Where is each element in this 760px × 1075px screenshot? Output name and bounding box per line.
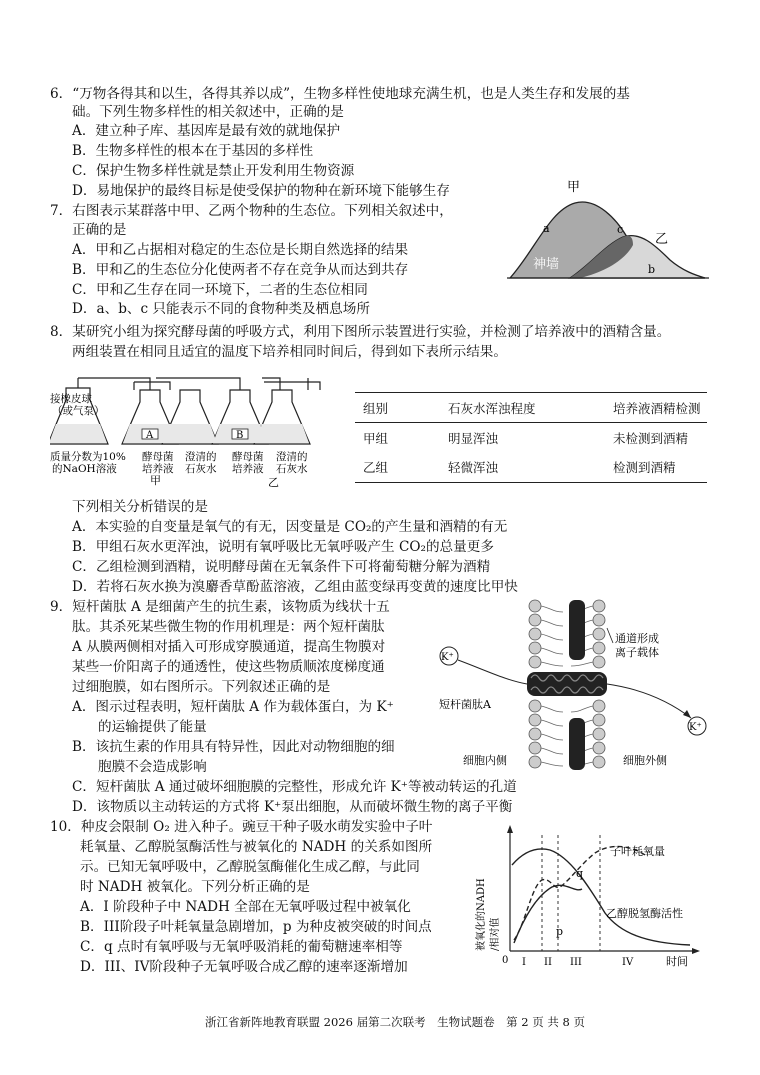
table-cell: 乙组 [363, 460, 389, 476]
niche-label-b: b [648, 263, 656, 276]
q8-option-b: B．甲组石灰水更浑浊，说明有氧呼吸比无氧呼吸产生 CO₂的总量更多 [72, 539, 494, 555]
q7-line2: 正确的是 [72, 222, 127, 238]
apparatus-naoh-text1: 质量分数为10% [50, 451, 126, 463]
q9-option-a-line2: 的运输提供了能量 [98, 719, 207, 735]
q10-line3: 示。已知无氧呼吸中，乙醇脱氢酶催化生成乙醇，与此同 [80, 859, 420, 875]
apparatus-lime-a-text2: 石灰水 [185, 463, 217, 475]
chart-origin-label: 0 [502, 955, 509, 966]
q9-option-b-line2: 胞膜不会造成影响 [98, 759, 207, 775]
niche-figure [505, 175, 710, 285]
table-header-group: 组别 [363, 400, 389, 416]
table-cell: 甲组 [363, 430, 389, 446]
q6-line2: 础。下列生物多样性的相关叙述中，正确的是 [72, 104, 344, 120]
channel-label-line2: 离子载体 [615, 646, 659, 659]
niche-label-shenqiang: 神墙 [533, 257, 560, 272]
chart-stage-2: II [544, 957, 552, 968]
table-cell: 明显浑浊 [448, 430, 499, 446]
apparatus-label-b: B [236, 430, 244, 441]
chart-stage-4: IV [622, 957, 634, 968]
apparatus-lime-a-text1: 澄清的 [185, 451, 217, 463]
niche-label-c: c [617, 223, 624, 236]
chart-ylabel-line2: /相对值 [490, 917, 501, 951]
chart-stage-1: I [522, 957, 526, 968]
table-cell: 未检测到酒精 [613, 430, 689, 446]
channel-label-line1: 通道形成 [615, 632, 659, 645]
cell-inside-label: 细胞内侧 [463, 754, 507, 767]
chart-stage-3: III [570, 957, 582, 968]
q6-option-c: C．保护生物多样性就是禁止开发利用生物资源 [72, 163, 355, 179]
q9-option-d: D．该物质以主动转运的方式将 K⁺泵出细胞，从而破坏微生物的离子平衡 [72, 799, 513, 815]
result-table [355, 392, 707, 483]
q6-option-a: A．建立种子库、基因库是最有效的就地保护 [72, 123, 341, 139]
q8-option-a: A．本实验的自变量是氧气的有无，因变量是 CO₂的产生量和酒精的有无 [72, 519, 508, 535]
q10-option-a: A．I 阶段种子中 NADH 全部在无氧呼吸过程中被氧化 [80, 899, 411, 915]
q9-option-a-line1: A．图示过程表明，短杆菌肽 A 作为载体蛋白，为 K⁺ [72, 699, 394, 715]
apparatus-group-yi: 乙 [268, 476, 279, 487]
q9-line2: 肽。其杀死某些微生物的作用机理是：两个短杆菌肽 [72, 619, 385, 635]
chart-xlabel: 时间 [666, 955, 688, 968]
table-header-alcohol: 培养液酒精检测 [613, 400, 701, 416]
apparatus-naoh-text2: 的NaOH溶液 [52, 463, 117, 475]
apparatus-label-a: A [146, 430, 154, 441]
q8-line2: 两组装置在相同且适宜的温度下培养相同时间后，得到如下表所示结果。 [72, 344, 507, 360]
peptide-label: 短杆菌肽A [439, 698, 491, 711]
chart-ylabel-line1: 被氧化的NADH [476, 878, 487, 951]
table-cell: 检测到酒精 [613, 460, 676, 476]
q9-line3: A 从膜两侧相对插入可形成穿膜通道，提高生物膜对 [72, 639, 386, 655]
chart-enzyme-label: 乙醇脱氢酶活性 [606, 907, 683, 920]
niche-label-jia: 甲 [567, 180, 581, 195]
q7-option-b: B．甲和乙的生态位分化使两者不存在竞争从而达到共存 [72, 262, 409, 278]
niche-label-a: a [543, 222, 550, 235]
cell-outside-label: 细胞外侧 [623, 754, 667, 767]
q6-option-d: D．易地保护的最终目标是使受保护的物种在新环境下能够生存 [72, 183, 450, 199]
niche-label-yi: 乙 [655, 232, 669, 247]
apparatus-pump-text2: （或气泵） [52, 405, 105, 417]
q7-line1: 7．右图表示某群落中甲、乙两个物种的生态位。下列相关叙述中， [50, 203, 453, 219]
apparatus-yeast-b-text1: 酵母菌 [232, 451, 264, 463]
q7-option-c: C．甲和乙生存在同一环境下，二者的生态位相同 [72, 282, 368, 298]
q10-line4: 时 NADH 被氧化。下列分析正确的是 [80, 879, 310, 895]
q9-option-b-line1: B．该抗生素的作用具有特异性，因此对动物细胞的细 [72, 739, 395, 755]
respiration-apparatus-figure [50, 372, 340, 487]
chart-o2-label: 子叶耗氧量 [610, 845, 665, 858]
q9-option-c: C．短杆菌肽 A 通过破坏细胞膜的完整性，形成允许 K⁺等被动转运的孔道 [72, 779, 517, 795]
q9-line1: 9．短杆菌肽 A 是细菌产生的抗生素，该物质为线状十五 [50, 599, 390, 615]
apparatus-pump-text1: 接橡皮球 [50, 393, 92, 405]
nadh-chart-figure [470, 825, 710, 980]
table-header-turbidity: 石灰水浑浊程度 [448, 400, 536, 416]
q6-option-b: B．生物多样性的根本在于基因的多样性 [72, 143, 314, 159]
apparatus-yeast-b-text2: 培养液 [232, 463, 264, 475]
k-ion-inside-label: K⁺ [441, 652, 454, 663]
q10-line1: 10．种皮会限制 O₂ 进入种子。豌豆干种子吸水萌发实验中子叶 [50, 819, 433, 835]
q9-line4: 某些一价阳离子的通透性，使这些物质顺浓度梯度通 [72, 659, 385, 675]
page-footer: 浙江省新阵地教育联盟 2026 届第二次联考 生物试题卷 第 2 页 共 8 页 [205, 1015, 585, 1029]
q10-line2: 耗氧量、乙醇脱氢酶活性与被氧化的 NADH 的关系如图所 [80, 839, 433, 855]
q10-option-d: D．III、IV阶段种子无氧呼吸合成乙醇的速率逐渐增加 [80, 959, 408, 975]
q7-option-d: D．a、b、c 只能表示不同的食物种类及栖息场所 [72, 301, 370, 317]
q6-line1: 6．“万物各得其和以生，各得其养以成”，生物多样性使地球充满生机，也是人类生存和发展的基 [50, 86, 630, 102]
chart-q-label: q [576, 867, 584, 880]
apparatus-yeast-a-text1: 酵母菌 [142, 451, 174, 463]
table-cell: 轻微浑浊 [448, 460, 499, 476]
result-table-wrapper [355, 392, 707, 483]
chart-p-label: p [556, 925, 564, 938]
apparatus-lime-b-text1: 澄清的 [276, 451, 308, 463]
membrane-channel-figure [435, 598, 715, 773]
q10-option-c: C．q 点时有氧呼吸与无氧呼吸消耗的葡萄糖速率相等 [80, 939, 403, 955]
q10-option-b: B．III阶段子叶耗氧量急剧增加，p 为种皮被突破的时间点 [80, 919, 432, 935]
apparatus-lime-b-text2: 石灰水 [276, 463, 308, 475]
apparatus-group-jia: 甲 [150, 474, 161, 487]
q9-line5: 过细胞膜，如右图所示。下列叙述正确的是 [72, 679, 331, 695]
q7-option-a: A．甲和乙占据相对稳定的生态位是长期自然选择的结果 [72, 242, 409, 258]
apparatus-yeast-a-text2: 培养液 [142, 463, 174, 475]
q8-line1: 8．某研究小组为探究酵母菌的呼吸方式，利用下图所示装置进行实验，并检测了培养液中的酒精含量。 [50, 324, 671, 340]
q8-stem: 下列相关分析错误的是 [72, 499, 208, 515]
q8-option-c: C．乙组检测到酒精，说明酵母菌在无氧条件下可将葡萄糖分解为酒精 [72, 559, 491, 575]
q8-option-d: D．若将石灰水换为溴麝香草酚蓝溶液，乙组由蓝变绿再变黄的速度比甲快 [72, 579, 518, 595]
k-ion-outside-label: K⁺ [689, 722, 702, 733]
